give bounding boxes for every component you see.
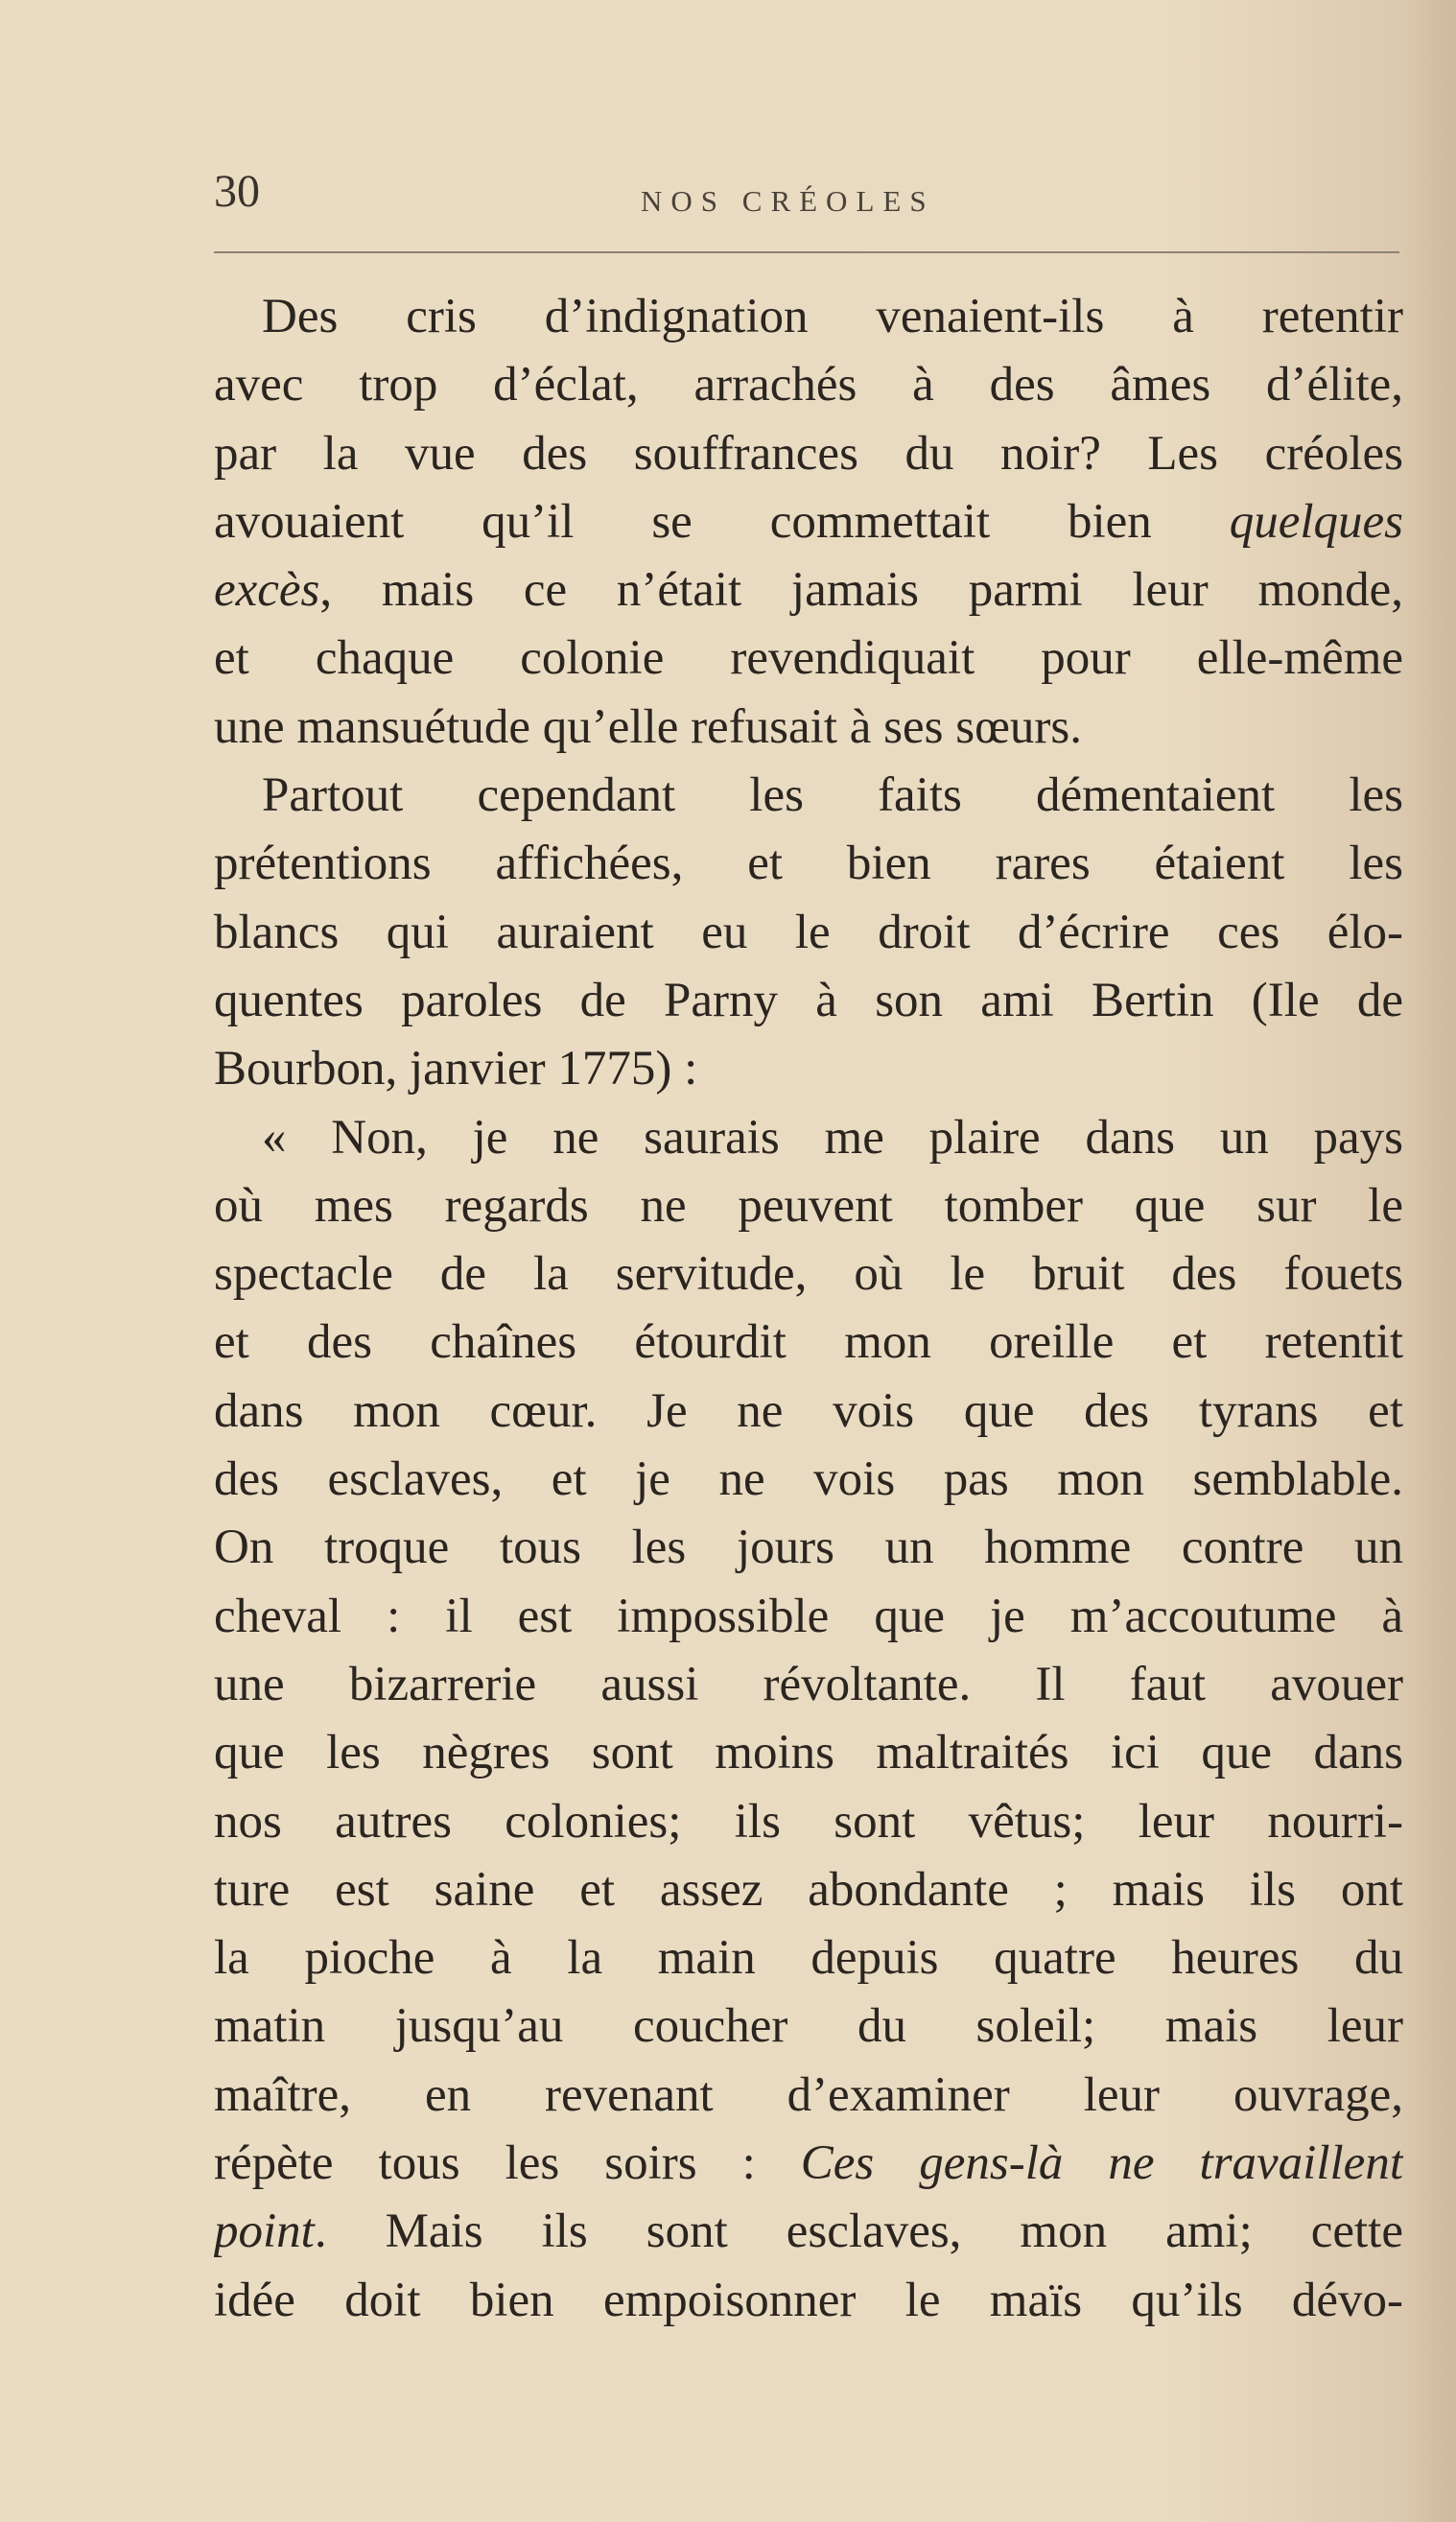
text-line: On troque tous les jours un homme contre un: [214, 1520, 1403, 1575]
text-line: Des cris d’indignation venaient-ils à retentir: [262, 290, 1403, 343]
text-line: où mes regards ne peuvent tomber que sur le: [214, 1178, 1403, 1233]
text-line: matin jusqu’au coucher du soleil; mais leur: [214, 1999, 1403, 2054]
text-line: nos autres colonies; ils sont vêtus; leur nourri-: [214, 1794, 1403, 1849]
text-line: une bizarrerie aussi révoltante. Il faut avouer: [214, 1657, 1403, 1711]
text-line: Partout cependant les faits démentaient les: [262, 768, 1403, 823]
text-line: la pioche à la main depuis quatre heures du: [214, 1931, 1403, 1986]
text-line: prétentions affichées, et bien rares étaient les: [214, 837, 1403, 891]
text-line: une mansuétude qu’elle refusait à ses sœurs.: [214, 699, 1082, 754]
text-line: par la vue des souffrances du noir? Les créoles: [214, 426, 1403, 481]
page-header: [214, 165, 1398, 232]
text-line: excès, mais ce n’était jamais parmi leur monde,: [214, 563, 1403, 618]
text-line: avec trop d’éclat, arrachés à des âmes d’élite,: [214, 358, 1403, 412]
italic-exces: excès: [214, 563, 320, 618]
italic-point: point: [214, 2204, 315, 2259]
text-line: spectacle de la servitude, où le bruit des fouets: [214, 1247, 1403, 1302]
text-line: répète tous les soirs : Ces gens-là ne travaillent: [214, 2136, 1403, 2191]
text-line: et chaque colonie revendiquait pour elle-même: [214, 631, 1403, 686]
text-line: cheval : il est impossible que je m’accoutume à: [214, 1589, 1403, 1643]
italic-quote: Ces gens-là ne travaillent: [800, 2136, 1403, 2191]
page-number: 30: [214, 166, 260, 217]
italic-quelques: quelques: [1229, 494, 1403, 549]
text-line: et des chaînes étourdit mon oreille et retentit: [214, 1315, 1403, 1370]
text-line: dans mon cœur. Je ne vois que des tyrans et: [214, 1383, 1403, 1438]
text-line: ture est saine et assez abondante ; mais ils ont: [214, 1862, 1403, 1917]
text-line: que les nègres sont moins maltraités ici que dans: [214, 1726, 1403, 1780]
text-line: des esclaves, et je ne vois pas mon semblable.: [214, 1452, 1403, 1507]
text-line: blancs qui auraient eu le droit d’écrire ces élo-: [214, 905, 1403, 959]
text-line: idée doit bien empoisonner le maïs qu’ils dévo-: [214, 2273, 1403, 2327]
header-rule: [214, 251, 1399, 253]
text-line: « Non, je ne saurais me plaire dans un pays: [262, 1110, 1403, 1165]
text-line: Bourbon, janvier 1775) :: [214, 1042, 698, 1096]
text-line: quentes paroles de Parny à son ami Bertin (Ile de: [214, 973, 1403, 1027]
text-line: avouaient qu’il se commettait bien quelques: [214, 494, 1403, 549]
running-title: NOS CRÉOLES: [641, 184, 935, 218]
text-line: point. Mais ils sont esclaves, mon ami; cette: [214, 2204, 1403, 2259]
body-text: [214, 283, 1403, 2335]
text-line: maître, en revenant d’examiner leur ouvrage,: [214, 2067, 1403, 2122]
